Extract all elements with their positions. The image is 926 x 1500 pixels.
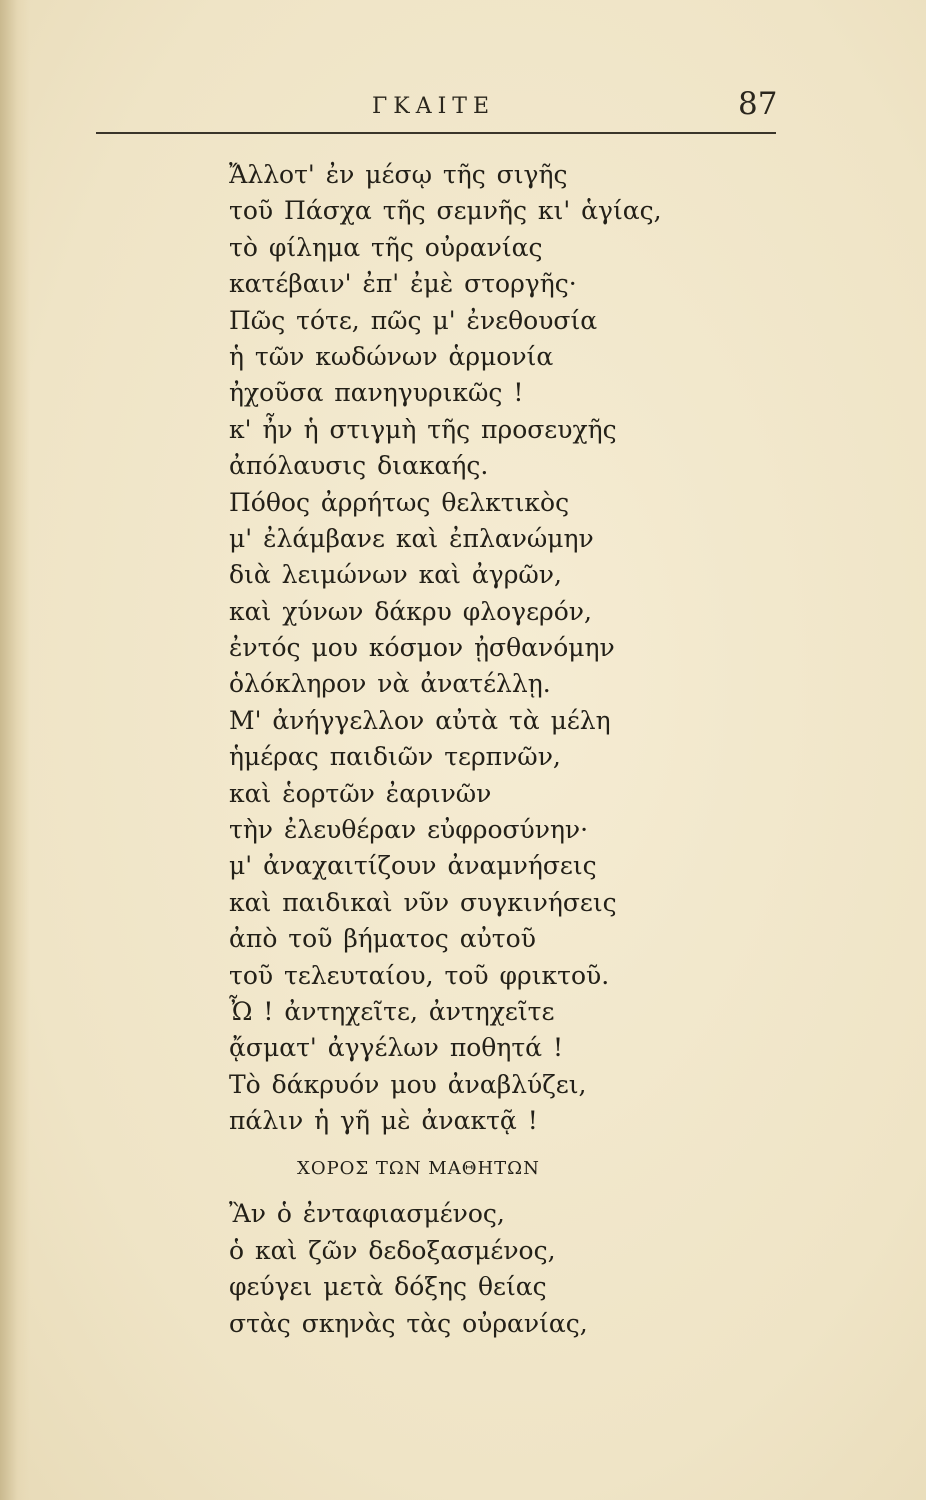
verse-line: πάλιν ἡ γῆ μὲ ἀνακτᾷ ! [229,1106,538,1136]
verse-line: κατέβαιν' ἐπ' ἐμὲ στοργῆς· [229,269,577,299]
verse-line: καὶ ἑορτῶν ἐαρινῶν [229,778,492,808]
chorus-line: φεύγει μετὰ δόξης θείας [229,1272,547,1301]
chorus-heading: ΧΟΡΟΣ ΤΩΝ ΜΑΘΗΤΩΝ [297,1158,540,1179]
verse-line: ᾄσματ' ἀγγέλων ποθητά ! [229,1033,564,1063]
verse-line: Ἄλλοτ' ἐν μέσῳ τῆς σιγῆς [229,160,568,189]
verse-line: Πόθος ἀρρήτως θελκτικὸς [229,487,570,517]
chorus-line: στὰς σκηνὰς τὰς οὐρανίας, [229,1308,588,1338]
verse-line: ἠχοῦσα πανηγυρικῶς ! [229,378,524,408]
verse-line: Μ' ἀνήγγελλον αὐτὰ τὰ μέλη [229,705,611,735]
verse-line: τὸ φίλημα τῆς οὐρανίας [229,232,543,262]
verse-line: Ὦ ! ἀντηχεῖτε, ἀντηχεῖτε [229,996,555,1026]
verse-line: τοῦ Πάσχα τῆς σεμνῆς κι' ἁγίας, [229,196,662,226]
running-head: ΓΚΑΙΤΕ [372,94,496,119]
verse-line: ἡμέρας παιδιῶν τερπνῶν, [229,742,561,772]
verse-line: Τὸ δάκρυόν μου ἀναβλύζει, [229,1069,587,1099]
verse-line: Πῶς τότε, πῶς μ' ἐνεθουσία [229,305,598,335]
chorus-line: ὁ καὶ ζῶν δεδοξασμένος, [229,1235,556,1265]
chorus-verse [229,1196,789,1342]
verse-line: ἀπόλαυσις διακαής. [229,451,489,481]
verse-line: ἀπὸ τοῦ βήματος αὐτοῦ [229,924,536,954]
verse-line: καὶ παιδικαὶ νῦν συγκινήσεις [229,887,617,917]
verse-line: καὶ χύνων δάκρυ φλογερόν, [229,596,592,626]
verse-line: τοῦ τελευταίου, τοῦ φρικτοῦ. [229,960,610,990]
header-rule [96,132,776,134]
chorus-line: Ἂν ὁ ἐνταφιασμένος, [229,1199,505,1228]
verse-line: μ' ἐλάμβανε καὶ ἐπλανώμην [229,523,594,553]
poem-verse [229,157,789,1140]
verse-line: κ' ἦν ἡ στιγμὴ τῆς προσευχῆς [229,414,617,444]
verse-line: τὴν ἐλευθέραν εὐφροσύνην· [229,815,589,845]
verse-line: διὰ λειμώνων καὶ ἀγρῶν, [229,560,562,590]
page-gutter-shadow [0,0,30,1500]
verse-line: μ' ἀναχαιτίζουν ἀναμνήσεις [229,851,597,881]
verse-line: ὁλόκληρον νὰ ἀνατέλλῃ. [229,669,551,699]
verse-line: ἡ τῶν κωδώνων ἁρμονία [229,341,554,371]
page-number: 87 [738,86,778,122]
verse-line: ἐντός μου κόσμον ᾐσθανόμην [229,633,615,663]
